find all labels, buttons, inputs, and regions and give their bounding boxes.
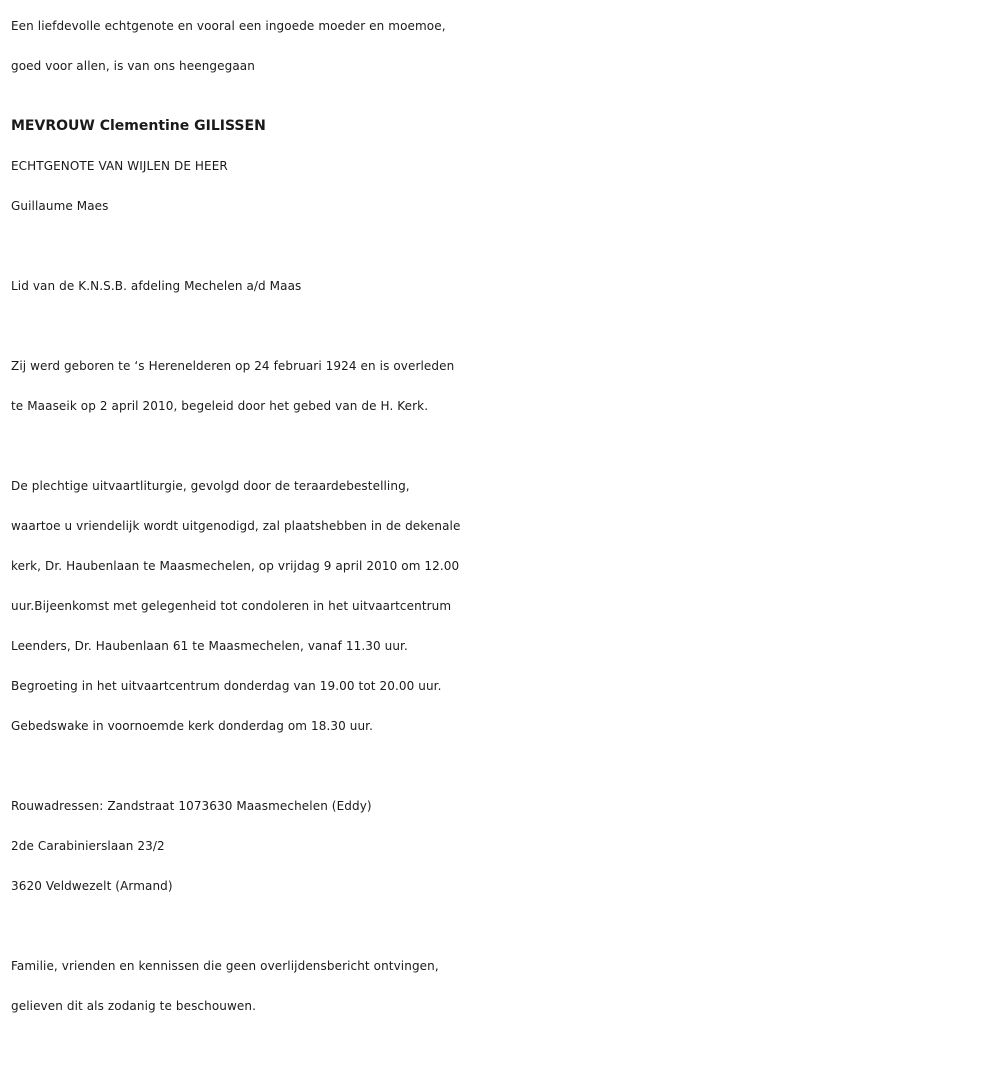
birth-death-line: te Maaseik op 2 april 2010, begeleid door het gebed van de H. Kerk.	[11, 399, 429, 413]
addresses-paragraph	[11, 786, 1000, 906]
membership-line: Lid van de K.N.S.B. afdeling Mechelen a/d Maas	[11, 279, 302, 293]
birth-death-paragraph	[11, 346, 1000, 426]
closing-line: gelieven dit als zodanig te beschouwen.	[11, 999, 256, 1013]
spouse-line: Guillaume Maes	[11, 199, 109, 213]
ceremony-line: kerk, Dr. Haubenlaan te Maasmechelen, op vrijdag 9 april 2010 om 12.00	[11, 559, 460, 573]
ceremony-line: waartoe u vriendelijk wordt uitgenodigd, zal plaatshebben in de dekenale	[11, 519, 461, 533]
intro-line: goed voor allen, is van ons heengegaan	[11, 59, 255, 73]
address-line: Rouwadressen: Zandstraat 1073630 Maasmechelen (Eddy)	[11, 799, 372, 813]
intro-line: Een liefdevolle echtgenote en vooral een ingoede moeder en moemoe,	[11, 19, 446, 33]
ceremony-line: De plechtige uitvaartliturgie, gevolgd door de teraardebestelling,	[11, 479, 410, 493]
address-line: 2de Carabinierslaan 23/2	[11, 839, 165, 853]
deceased-name: MEVROUW Clementine GILISSEN	[11, 118, 266, 134]
spacer	[11, 306, 1000, 346]
address-line: 3620 Veldwezelt (Armand)	[11, 879, 173, 893]
ceremony-line: Begroeting in het uitvaartcentrum donderdag van 19.00 tot 20.00 uur.	[11, 679, 442, 693]
spacer	[11, 746, 1000, 786]
spouse-line: ECHTGENOTE VAN WIJLEN DE HEER	[11, 159, 228, 173]
spouse-paragraph	[11, 146, 1000, 226]
ceremony-paragraph	[11, 466, 1000, 746]
spacer	[11, 226, 1000, 266]
spacer	[11, 906, 1000, 946]
ceremony-line: uur.Bijeenkomst met gelegenheid tot condoleren in het uitvaartcentrum	[11, 599, 452, 613]
spacer	[11, 426, 1000, 466]
closing-paragraph	[11, 946, 1000, 1026]
closing-line: Familie, vrienden en kennissen die geen overlijdensbericht ontvingen,	[11, 959, 439, 973]
ceremony-line: Leenders, Dr. Haubenlaan 61 te Maasmechelen, vanaf 11.30 uur.	[11, 639, 408, 653]
birth-death-line: Zij werd geboren te ‘s Herenelderen op 24 februari 1924 en is overleden	[11, 359, 455, 373]
intro-paragraph	[11, 6, 1000, 86]
ceremony-line: Gebedswake in voornoemde kerk donderdag om 18.30 uur.	[11, 719, 373, 733]
